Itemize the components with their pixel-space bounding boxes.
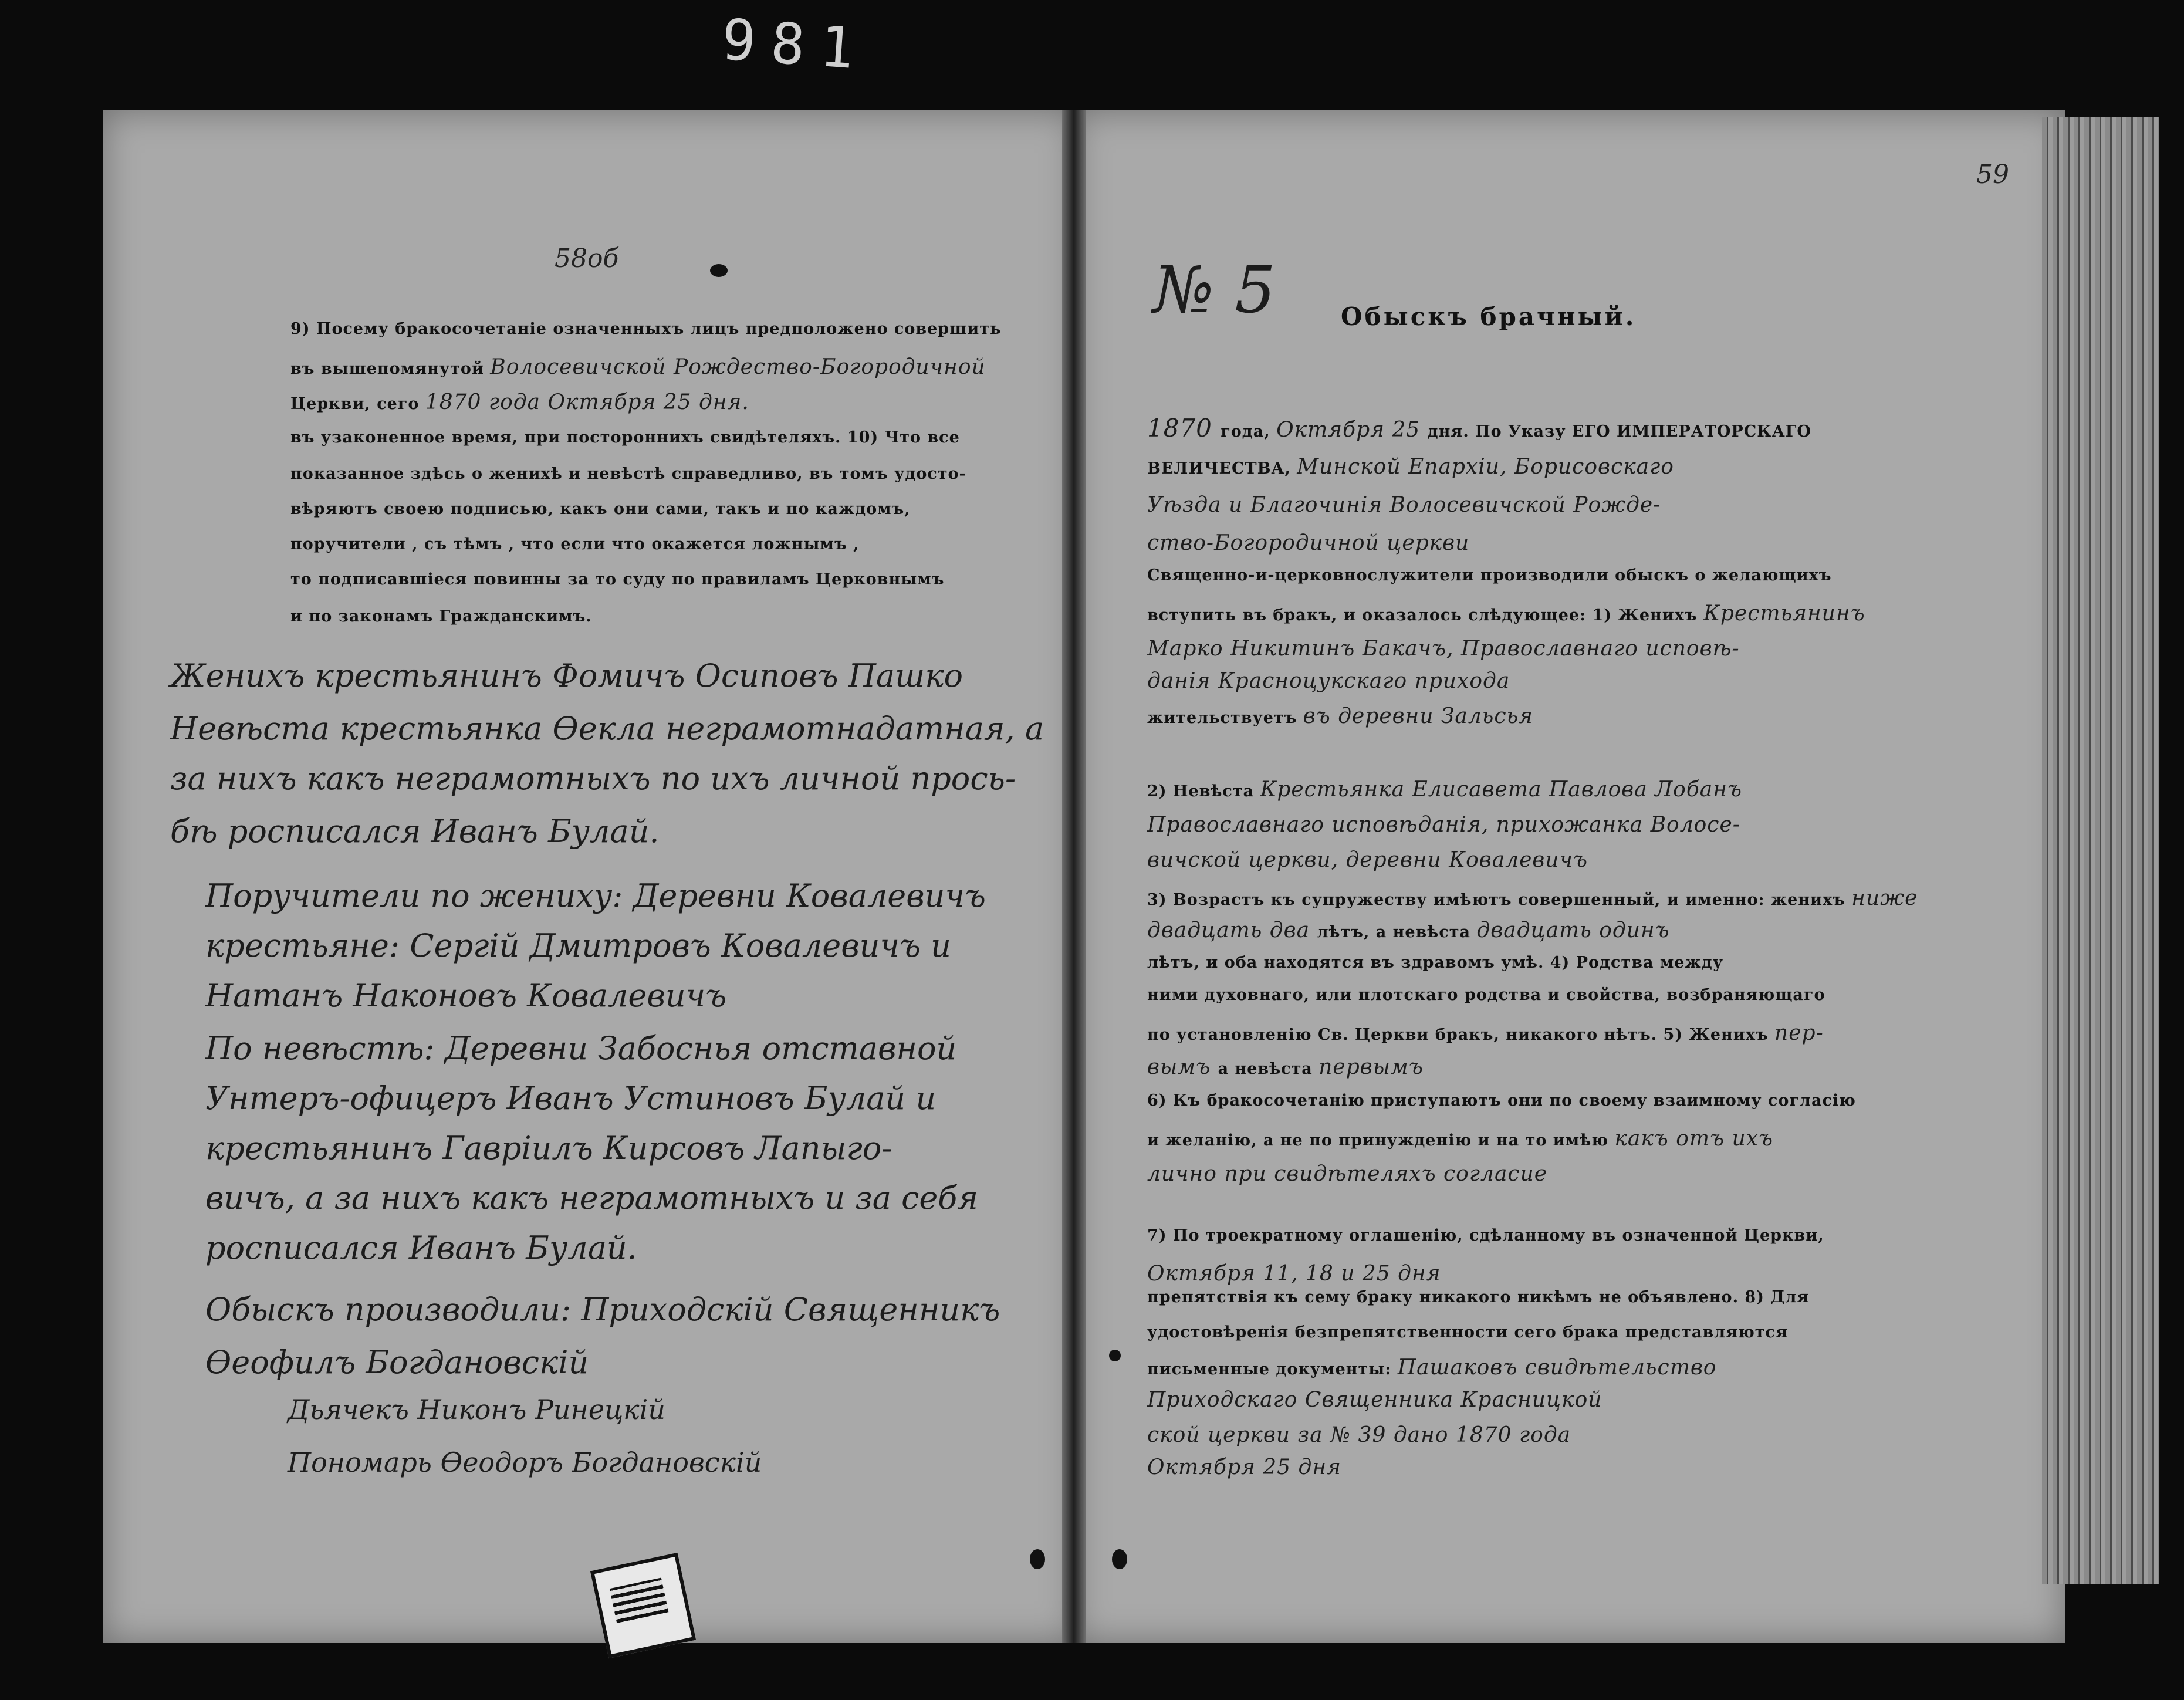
handwritten-line: Дьячекъ Никонъ Ринецкій: [288, 1394, 665, 1425]
form-line: [1147, 1356, 1716, 1380]
archive-number: 981: [719, 6, 871, 83]
printed-line: [290, 390, 749, 414]
handwritten-fill: пер-: [1774, 1021, 1824, 1045]
form-line: [1147, 1162, 1547, 1186]
form-line: [1147, 566, 1831, 584]
handwritten-fill: Марко Никитинъ Бакачъ, Православнаго исповѣ-: [1147, 637, 1740, 661]
handwritten-line: Невѣста крестьянка Ѳекла неграмотнадатная, а: [170, 710, 1044, 747]
form-line: [1147, 1021, 1824, 1045]
handwritten-fill: Крестьянка Елисавета Павлова Лобанъ: [1260, 778, 1742, 802]
binding-hole: [710, 264, 728, 277]
form-line: [1147, 918, 1670, 942]
form-line: [1147, 455, 1674, 479]
handwritten-fill: Минской Епархіи, Борисовскаго: [1297, 455, 1674, 479]
printed-text: а невѣста: [1218, 1060, 1319, 1078]
form-line: [1147, 886, 1918, 910]
printed-text: письменные документы:: [1147, 1360, 1398, 1378]
handwritten-fill: Октября 25: [1276, 418, 1428, 442]
printed-text: дня. По Указу ЕГО ИМПЕРАТОРСКАГО: [1427, 423, 1811, 441]
handwritten-fill: Октября 11, 18 и 25 дня: [1147, 1262, 1441, 1286]
handwritten-fill: Пашаковъ свидѣтельство: [1397, 1356, 1717, 1380]
left-folio-number: 58об: [555, 244, 619, 273]
printed-text: лѣтъ, а невѣста: [1317, 923, 1477, 941]
handwritten-fill: Волосевичской Рождество-Богородичной: [490, 355, 986, 379]
handwritten-fill: Приходскаго Священника Красницкой: [1147, 1388, 1602, 1412]
handwritten-line: Натанъ Наконовъ Ковалевичъ: [205, 977, 727, 1014]
binding-hole: [1112, 1549, 1127, 1569]
ink-dot: [1109, 1350, 1121, 1361]
form-line: [1147, 778, 1742, 802]
printed-line: [290, 570, 944, 589]
book-gutter: [1062, 110, 1086, 1643]
printed-line: [290, 320, 1001, 338]
printed-line: [290, 607, 592, 626]
handwritten-fill: какъ отъ ихъ: [1614, 1127, 1773, 1151]
form-line: [1147, 1055, 1424, 1079]
handwritten-fill: вичской церкви, деревни Ковалевичъ: [1147, 848, 1588, 872]
handwritten-line: вичъ, а за нихъ какъ неграмотныхъ и за себя: [205, 1179, 978, 1216]
handwritten-line: Ѳеофилъ Богдановскій: [205, 1344, 589, 1381]
right-folio-number: 59: [1976, 160, 2009, 190]
handwritten-fill: Уѣзда и Благочинія Волосевичской Рожде-: [1147, 493, 1661, 517]
printed-line: [290, 355, 986, 379]
form-line: [1147, 848, 1588, 872]
form-line: [1147, 813, 1740, 837]
binding-hole: [1030, 1549, 1045, 1569]
printed-text: 2) Невѣста: [1147, 782, 1260, 800]
printed-text: лѣтъ, и оба находятся въ здравомъ умѣ. 4) Родства между: [1147, 954, 1724, 972]
printed-line: [290, 500, 911, 518]
handwritten-line: бѣ росписался Иванъ Булай.: [170, 813, 660, 850]
handwritten-fill: лично при свидѣтеляхъ согласие: [1147, 1162, 1548, 1186]
form-line: [1147, 1226, 1824, 1245]
printed-text: 7) По троекратному оглашенію, сдѣланному въ означенной Церкви,: [1147, 1226, 1824, 1245]
handwritten-fill: 1870: [1147, 414, 1221, 442]
printed-text: года,: [1221, 423, 1277, 441]
page-edges: [2042, 117, 2159, 1584]
form-line: [1147, 601, 1865, 626]
handwritten-line: крестьянинъ Гавріилъ Кирсовъ Лапыго-: [205, 1130, 892, 1167]
printed-text: жительствуетъ: [1147, 709, 1303, 727]
form-line: [1147, 637, 1739, 661]
handwritten-fill: Октября 25 дня: [1147, 1455, 1341, 1479]
form-line: [1147, 1091, 1856, 1110]
printed-text: въ узаконенное время, при постороннихъ свидѣтеляхъ. 10) Что все: [290, 428, 960, 447]
handwritten-fill: Православнаго исповѣданія, прихожанка Волосе-: [1147, 813, 1740, 837]
handwritten-line: росписался Иванъ Булай.: [205, 1229, 637, 1266]
archive-tab: [590, 1553, 696, 1658]
printed-text: 3) Возрастъ къ супружеству имѣютъ совершенный, и именно: женихъ: [1147, 891, 1852, 909]
printed-text: то подписавшіеся повинны за то суду по правиламъ Церковнымъ: [290, 570, 945, 589]
printed-text: ВЕЛИЧЕСТВА,: [1147, 459, 1297, 478]
printed-text: Церкви, сего: [290, 395, 425, 413]
form-line: [1147, 1323, 1788, 1341]
printed-text: поручители , съ тѣмъ , что если что окажется ложнымъ ,: [290, 535, 860, 553]
handwritten-fill: ство-Богородичной церкви: [1147, 531, 1470, 555]
printed-line: [290, 465, 966, 483]
printed-text: въ вышепомянутой: [290, 360, 491, 378]
handwritten-fill: вымъ: [1147, 1055, 1218, 1079]
printed-text: удостовѣренія безпрепятственности сего брака представляются: [1147, 1323, 1788, 1341]
printed-line: [290, 535, 859, 553]
printed-text: 9) Посему бракосочетаніе означенныхъ лицъ предположено совершить: [290, 320, 1002, 338]
printed-text: показанное здѣсь о женихѣ и невѣстѣ справедливо, въ томъ удосто-: [290, 465, 966, 483]
form-line: [1147, 1127, 1773, 1151]
form-line: [1147, 669, 1510, 693]
handwritten-line: Женихъ крестьянинъ Фомичъ Осиповъ Пашко: [170, 657, 963, 694]
handwritten-fill: данія Красноцукскаго прихода: [1147, 669, 1510, 693]
printed-text: по установленію Св. Церкви бракъ, никакого нѣтъ. 5) Женихъ: [1147, 1026, 1775, 1044]
printed-text: вѣряютъ своею подписью, какъ они сами, такъ и по каждомъ,: [290, 500, 911, 518]
handwritten-fill: Крестьянинъ: [1703, 601, 1865, 626]
handwritten-fill: 1870 года Октября 25 дня.: [425, 390, 749, 414]
handwritten-line: По невѣстѣ: Деревни Забоснья отставной: [205, 1030, 957, 1067]
handwritten-line: Пономарь Ѳеодоръ Богдановскій: [288, 1446, 762, 1478]
form-line: [1147, 1455, 1341, 1479]
handwritten-line: Поручители по жениху: Деревни Ковалевичъ: [205, 877, 986, 914]
printed-text: вступить въ бракъ, и оказалось слѣдующее: 1) Женихъ: [1147, 606, 1704, 624]
printed-text: Священно-и-церковнослужители производили обыскъ о желающихъ: [1147, 566, 1832, 584]
printed-text: и по законамъ Гражданскимъ.: [290, 607, 592, 626]
document-title: Обыскъ брачный.: [1341, 302, 1637, 331]
form-line: [1147, 986, 1825, 1004]
right-page: [1074, 110, 2065, 1643]
form-line: [1147, 704, 1533, 728]
handwritten-fill: двадцать два: [1147, 918, 1317, 942]
handwritten-fill: ской церкви за № 39 дано 1870 года: [1147, 1423, 1571, 1447]
printed-text: и желанію, а не по принужденію и на то имѣю: [1147, 1131, 1615, 1150]
printed-text: препятствія къ сему браку никакого никѣмъ не объявлено. 8) Для: [1147, 1288, 1810, 1306]
document-number: № 5: [1153, 252, 1276, 327]
handwritten-line: крестьяне: Сергій Дмитровъ Ковалевичъ и: [205, 927, 951, 964]
handwritten-fill: первымъ: [1318, 1055, 1424, 1079]
handwritten-line: Унтеръ-офицеръ Иванъ Устиновъ Булай и: [205, 1080, 937, 1117]
form-line: [1147, 1388, 1602, 1412]
form-line: [1147, 493, 1661, 517]
form-line: [1147, 954, 1723, 972]
printed-line: [290, 428, 960, 447]
printed-text: ними духовнаго, или плотскаго родства и свойства, возбраняющаго: [1147, 986, 1825, 1004]
handwritten-fill: ниже: [1851, 886, 1918, 910]
handwritten-line: Обыскъ производили: Приходскій Священникъ: [205, 1291, 1000, 1328]
form-line: [1147, 531, 1469, 555]
handwritten-fill: въ деревни Зальсья: [1303, 704, 1533, 728]
handwritten-line: за нихъ какъ неграмотныхъ по ихъ личной прось-: [170, 760, 1016, 797]
form-line: [1147, 414, 1811, 442]
form-line: [1147, 1423, 1571, 1447]
handwritten-fill: двадцать одинъ: [1476, 918, 1670, 942]
form-line: [1147, 1288, 1809, 1306]
form-line: [1147, 1262, 1441, 1286]
printed-text: 6) Къ бракосочетанію приступаютъ они по своему взаимному согласію: [1147, 1091, 1856, 1110]
